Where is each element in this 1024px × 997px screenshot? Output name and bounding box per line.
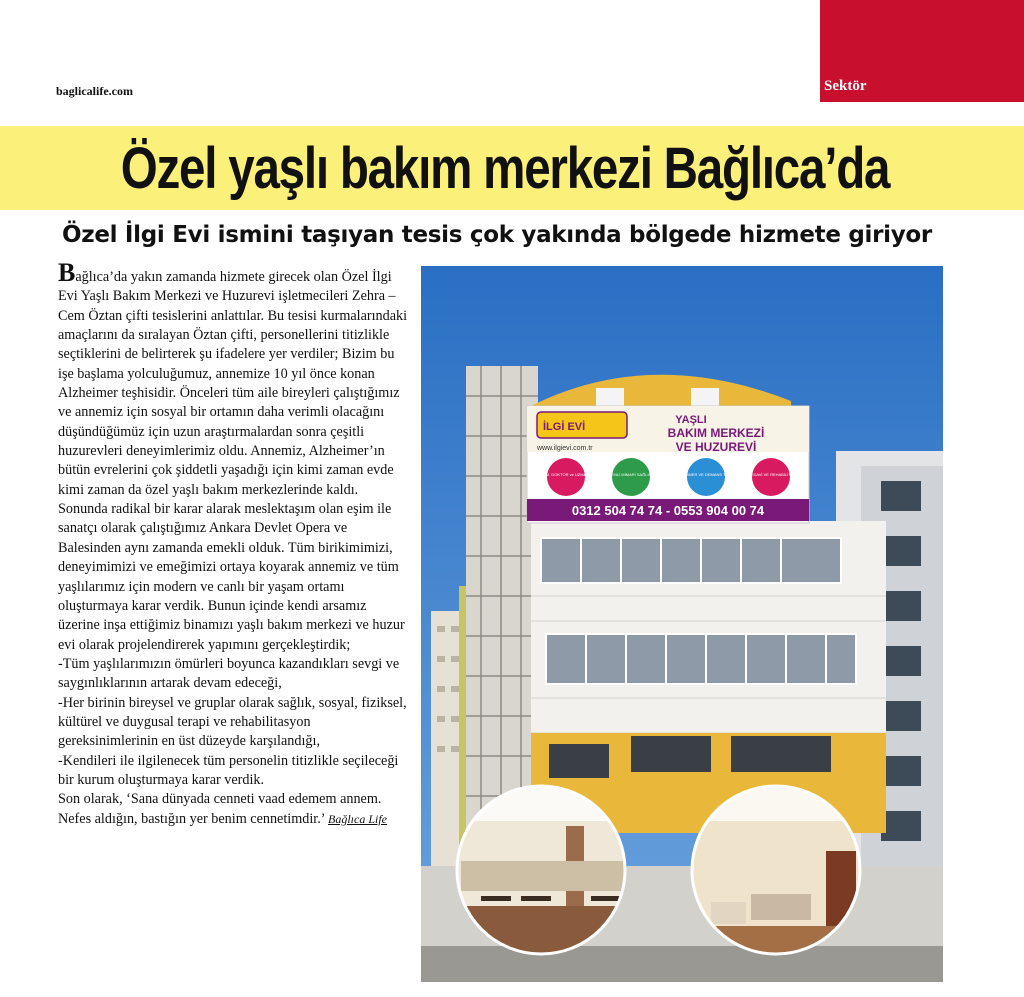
article-bullet: -Her birinin bireysel ve gruplar olarak sağlık, sosyal, fiziksel, kültürel ve duygusal terapi ve rehabilitasyon gereksinimlerinin en üst düzeyde karşılandığı,: [58, 694, 407, 750]
article-body: [58, 258, 410, 829]
banner-circle: FİZİK TEDAVİ VE REHABİLİTASYON: [737, 472, 805, 477]
closing-quote: Son olarak, ‘Sana dünyada cenneti vaad edemem annem. Nefes aldığın, bastığın yer benim cennetimdir.’: [58, 791, 382, 827]
signature: Bağlıca Life: [328, 811, 388, 826]
site-name: baglicalife.com: [56, 84, 133, 98]
article-bullet: -Kendileri ile ilgilenecek tüm personelin titizlikle seçileceği bir kurum oluşturmaya karar verdik.: [58, 752, 399, 788]
building-banner: [527, 406, 809, 523]
article-lead-text: ağlıca’da yakın zamanda hizmete girecek olan Özel İlgi Evi Yaşlı Bakım Merkezi ve Huzurevi işletmecileri Zehra – Cem Öztan çifti tesislerini anlattılar. Bu tesisi kurmalarındaki amaçlarını da sıralayan Öztan çifti, personellerini titizlikle seçtiklerini de belirterek şu ifadelere yer verdiler; Bizim bu işe başlama yolculuğumuz, annemize 10 yıl önce konan Alzheimer teşhisidir. Önceleri tüm aile bireyleri çalıştığımız ve annemiz için sosyal bir ortamın daha verimli olacağını düşündüğümüz için uzun araştırmalardan sonra çeşitli huzurevleri deneyimlerimiz oldu. Annemiz, Alzheimer’ın bütün evrelerini çok şiddetli yaşadığı için kimi zaman evde kimi zaman da özel yaşlı bakım merkezlerinde kaldı. Sonunda radikal bir karar alarak meslektaşım olan eşim ile sanatçı olarak çalıştığımız Ankara Devlet Opera ve Balesinden aynı zamanda emekli olduk. Tüm birikimimizi, deneyimimizi ve emeğimizi ortaya koyarak annemiz ve tüm yaşlılarımız için modern ve canlı bir yaşam ortamı oluşturmaya karar verdik. Bunun içinde kendi arsamız üzerine inşa ettiğimiz binamızı yaşlı bakım merkezi ve huzur evi olarak projelendirerek yapımını gerçekleştirdik;: [58, 269, 408, 653]
banner-line1: YAŞLI: [675, 414, 707, 426]
banner-line2: BAKIM MERKEZİ: [667, 426, 765, 440]
article-bullet: -Tüm yaşlılarımızın ömürleri boyunca kazandıkları sevgi ve saygınlıklarının artarak devam edeceği,: [58, 655, 400, 692]
banner-phones: 0312 504 74 74 - 0553 904 00 74: [571, 503, 765, 518]
banner-line3: VE HUZUREVİ: [675, 440, 757, 454]
building-photo: [421, 266, 943, 982]
headline: Özel yaşlı bakım merkezi Bağlıca’da: [120, 136, 890, 201]
article-closing: [58, 790, 410, 829]
banner-logo: İLGİ EVİ: [543, 421, 586, 433]
banner-circle: TAM BAKIM, DOKTOR ve UZMAN KADRO: [527, 472, 605, 477]
dropcap: B: [58, 258, 76, 287]
section-color-block: [820, 0, 1024, 72]
banner-circle: KEYİFLİ ve ÖZENLİ MİMARİ SAĞLIKLI ORTAMLAR: [584, 472, 678, 477]
subheadline: Özel İlgi Evi ismini taşıyan tesis çok yakında bölgede hizmete giriyor: [62, 222, 932, 248]
banner-circle: ALZHEİMER VE DEMANS TERAPİ: [674, 472, 738, 477]
banner-website: www.ilgievi.com.tr: [537, 445, 593, 452]
section-label: Sektör: [824, 78, 867, 94]
article-paragraph: [58, 258, 410, 655]
